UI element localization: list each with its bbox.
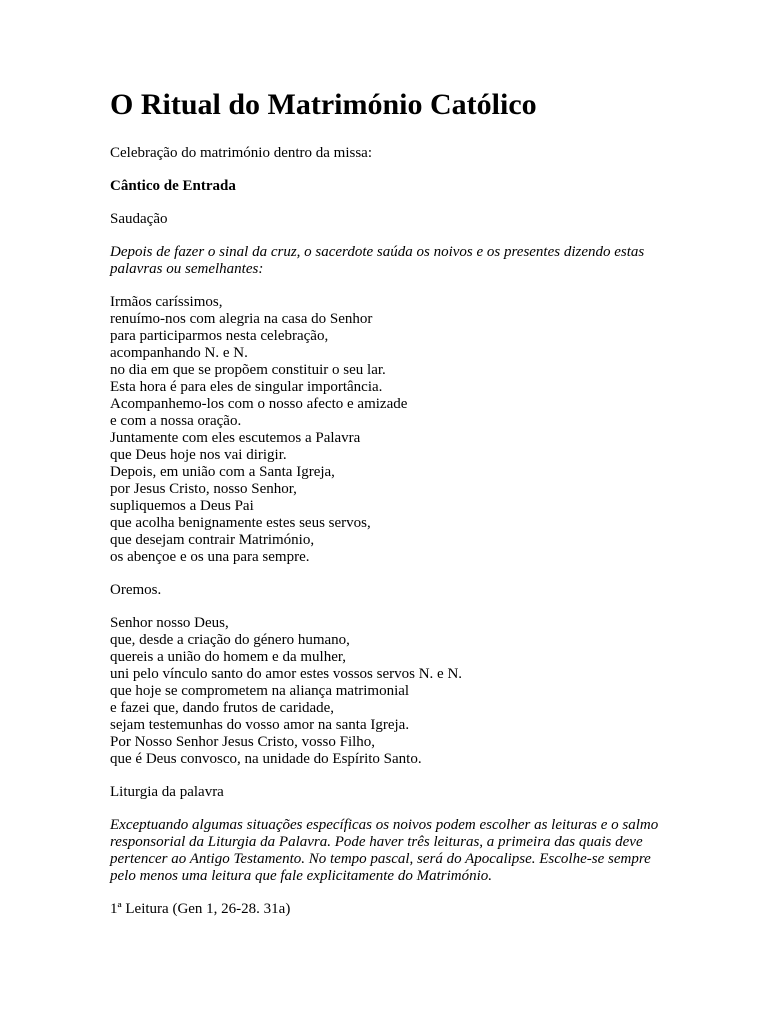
greeting-line: Depois, em união com a Santa Igreja, bbox=[110, 464, 335, 480]
greeting-line: acompanhando N. e N. bbox=[110, 345, 248, 361]
prayer-line: Senhor nosso Deus, bbox=[110, 615, 229, 631]
section-liturgy: Liturgia da palavra bbox=[110, 784, 224, 800]
greeting-text bbox=[110, 294, 670, 566]
greeting-line: no dia em que se propõem constituir o seu lar. bbox=[110, 362, 386, 378]
document-page bbox=[110, 85, 670, 934]
prayer-line: uni pelo vínculo santo do amor estes vossos servos N. e N. bbox=[110, 666, 463, 682]
greeting-line: que Deus hoje nos vai dirigir. bbox=[110, 447, 287, 463]
rubric-liturgy: Exceptuando algumas situações específicas os noivos podem escolher as leituras e o salmo responsorial da Liturgia da Palavra. Pode haver três leituras, a primeira das quais deve pertencer ao Antigo Testamento. No tempo pascal, será do Apocalipse. Escolhe-se sempre pelo menos uma leitura que fale explicitamente do Matrimónio. bbox=[110, 817, 659, 884]
greeting-line: Acompanhemo-los com o nosso afecto e amizade bbox=[110, 396, 408, 412]
document-title: O Ritual do Matrimónio Católico bbox=[110, 88, 537, 121]
greeting-line: e com a nossa oração. bbox=[110, 413, 242, 429]
greeting-line: os abençoe e os una para sempre. bbox=[110, 549, 310, 565]
greeting-line: Juntamente com eles escutemos a Palavra bbox=[110, 430, 361, 446]
prayer-line: que, desde a criação do género humano, bbox=[110, 632, 350, 648]
greeting-line: por Jesus Cristo, nosso Senhor, bbox=[110, 481, 297, 497]
greeting-line: supliquemos a Deus Pai bbox=[110, 498, 254, 514]
greeting-line: Esta hora é para eles de singular importância. bbox=[110, 379, 383, 395]
section-greeting: Saudação bbox=[110, 211, 168, 227]
rubric-greeting: Depois de fazer o sinal da cruz, o sacerdote saúda os noivos e os presentes dizendo estas palavras ou semelhantes: bbox=[110, 244, 645, 277]
greeting-line: Irmãos caríssimos, bbox=[110, 294, 223, 310]
prayer-line: Por Nosso Senhor Jesus Cristo, vosso Filho, bbox=[110, 734, 376, 750]
prayer-text bbox=[110, 615, 670, 768]
prayer-line: que é Deus convosco, na unidade do Espírito Santo. bbox=[110, 751, 422, 767]
intro-text: Celebração do matrimónio dentro da missa: bbox=[110, 145, 373, 161]
greeting-line: que desejam contrair Matrimónio, bbox=[110, 532, 315, 548]
prayer-line: quereis a união do homem e da mulher, bbox=[110, 649, 346, 665]
first-reading-heading: 1ª Leitura (Gen 1, 26-28. 31a) bbox=[110, 901, 291, 917]
oremos-text: Oremos. bbox=[110, 582, 162, 598]
greeting-line: renuímo-nos com alegria na casa do Senhor bbox=[110, 311, 373, 327]
greeting-line: para participarmos nesta celebração, bbox=[110, 328, 329, 344]
greeting-line: que acolha benignamente estes seus servos, bbox=[110, 515, 371, 531]
heading-entrance-chant: Cântico de Entrada bbox=[110, 178, 236, 194]
prayer-line: sejam testemunhas do vosso amor na santa Igreja. bbox=[110, 717, 410, 733]
prayer-line: e fazei que, dando frutos de caridade, bbox=[110, 700, 335, 716]
prayer-line: que hoje se comprometem na aliança matrimonial bbox=[110, 683, 410, 699]
